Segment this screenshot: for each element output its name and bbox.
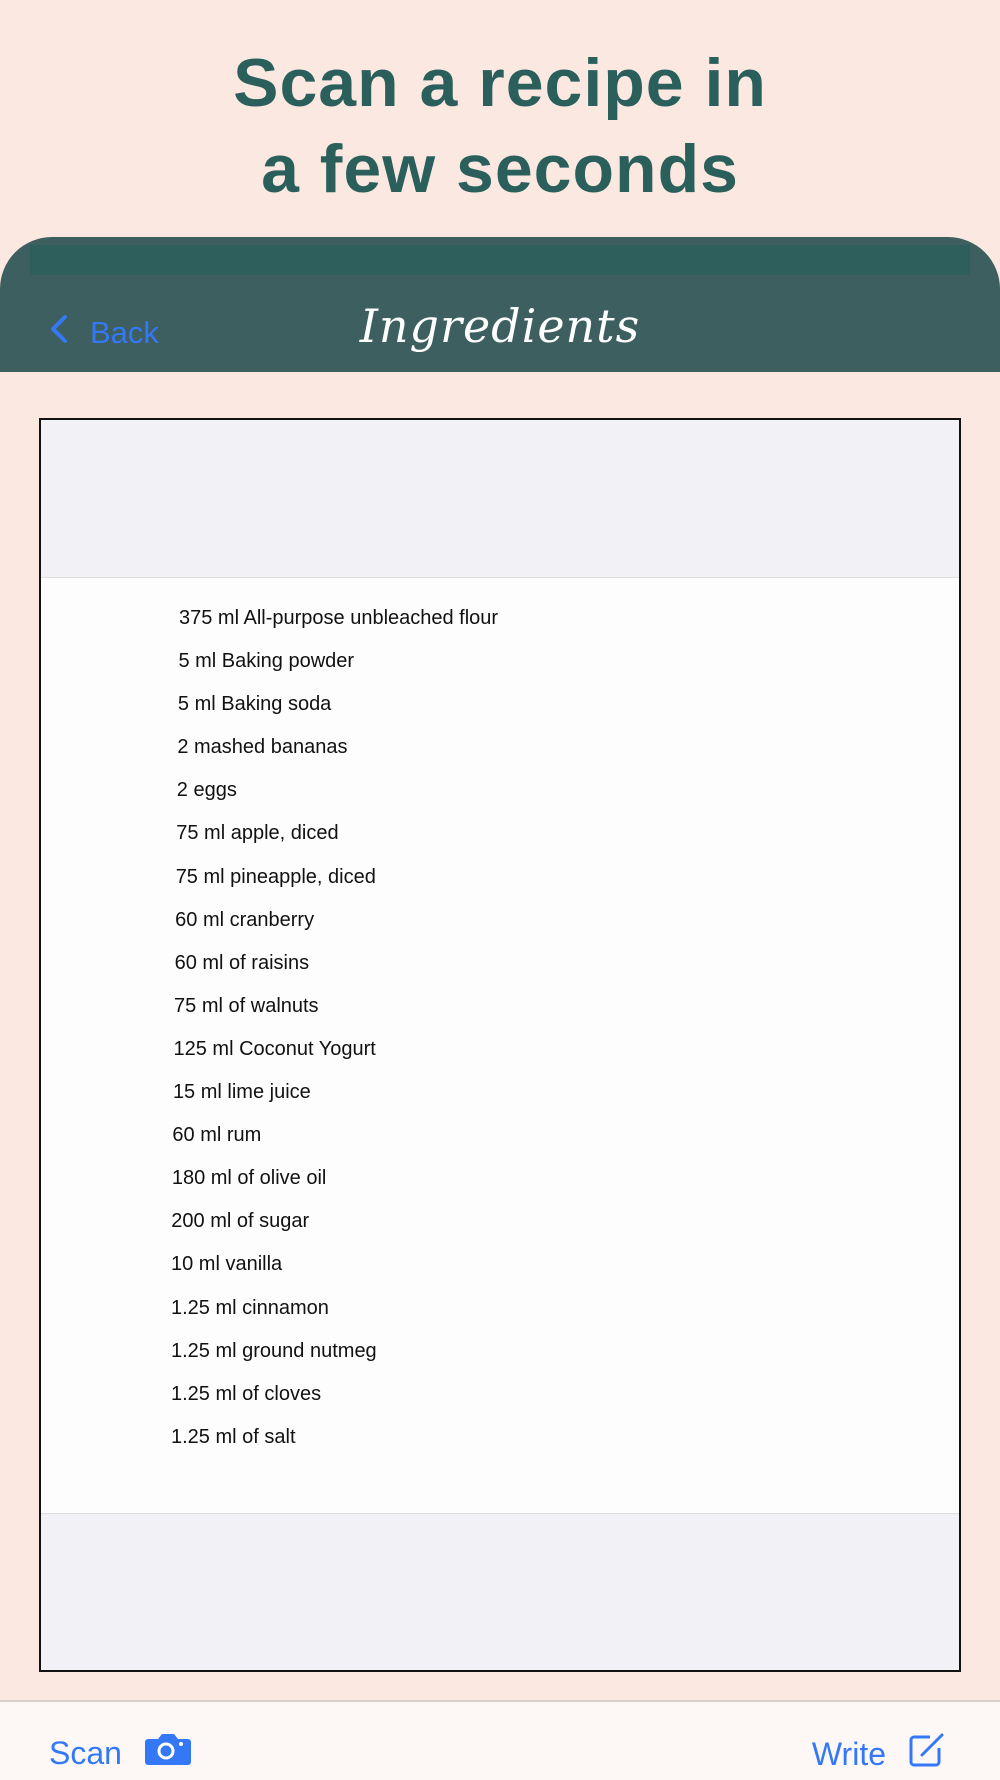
ingredient-list: [171, 606, 498, 1468]
ingredient-item: 15 ml lime juice: [172, 1081, 311, 1104]
ingredient-item: 1.25 ml cinnamon: [171, 1296, 329, 1319]
ingredient-item: 200 ml of sugar: [171, 1210, 310, 1233]
ingredient-item: 75 ml of walnuts: [174, 994, 319, 1017]
ingredient-item: 1.25 ml ground nutmeg: [171, 1339, 377, 1362]
ingredient-item: 60 ml rum: [172, 1124, 262, 1147]
camera-icon: [144, 1732, 192, 1774]
write-label: Write: [811, 1735, 886, 1772]
ingredient-item: 60 ml cranberry: [175, 908, 315, 931]
scanned-recipe-paper: [41, 577, 959, 1514]
bottom-toolbar: [0, 1700, 1000, 1780]
ingredient-item: 75 ml pineapple, diced: [175, 865, 376, 888]
ingredient-item: 5 ml Baking powder: [178, 650, 355, 673]
ingredient-item: 375 ml All-purpose unbleached flour: [179, 607, 499, 629]
ingredient-item: 75 ml apple, diced: [176, 822, 339, 845]
compose-icon: [908, 1732, 948, 1776]
write-button[interactable]: [812, 1732, 948, 1776]
ingredient-item: 1.25 ml of cloves: [171, 1382, 322, 1405]
ingredient-item: 125 ml Coconut Yogurt: [173, 1037, 376, 1060]
ingredient-item: 10 ml vanilla: [171, 1253, 283, 1276]
headline-line-1: Scan a recipe in: [233, 45, 767, 121]
ingredient-item: 2 eggs: [176, 779, 237, 802]
ingredient-item: 60 ml of raisins: [174, 951, 310, 974]
back-label: Back: [90, 315, 159, 350]
scanned-image-frame: [39, 418, 961, 1672]
header-texture: [30, 245, 970, 275]
ingredient-item: 5 ml Baking soda: [177, 693, 332, 716]
scan-label: Scan: [49, 1734, 122, 1771]
headline-line-2: a few seconds: [261, 131, 739, 207]
page-title: Ingredients: [359, 299, 641, 353]
ingredient-item: 2 mashed bananas: [177, 736, 348, 759]
ingredient-item: 1.25 ml of salt: [171, 1425, 296, 1448]
navigation-bar: [0, 237, 1000, 372]
ingredient-item: 180 ml of olive oil: [171, 1167, 327, 1190]
headline: [0, 40, 1000, 212]
scan-button[interactable]: [49, 1732, 192, 1774]
